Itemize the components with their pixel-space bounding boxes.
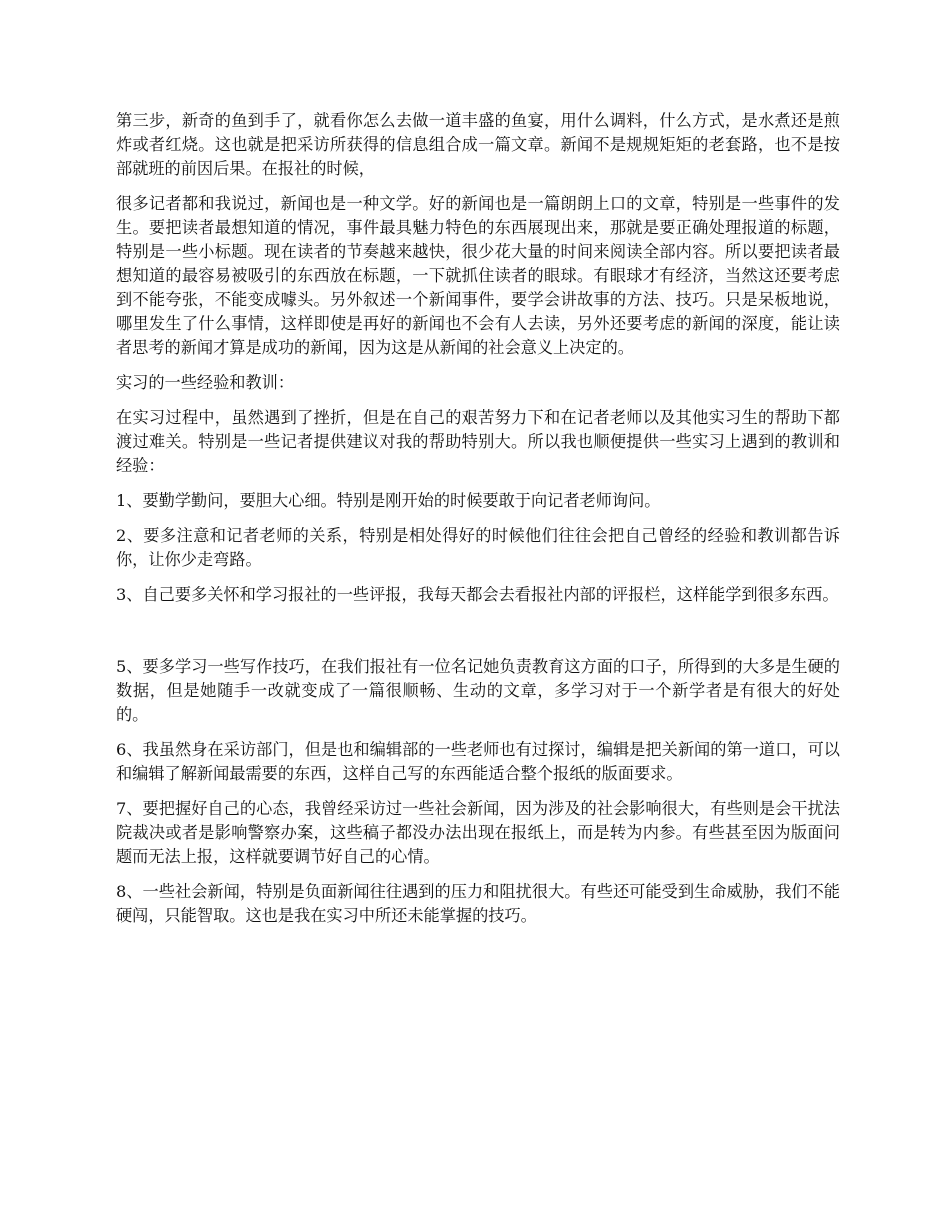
list-item-6: 6、我虽然身在采访部门，但是也和编辑部的一些老师也有过探讨，编辑是把关新闻的第一道口，可以和编辑了解新闻最需要的东西，这样自己写的东西能适合整个报纸的版面要求。 bbox=[116, 740, 840, 783]
section-heading-experience: 实习的一些经验和教训： bbox=[116, 373, 295, 392]
blank-gap bbox=[116, 618, 840, 655]
paragraph-internship-intro: 在实习过程中，虽然遇到了挫折，但是在自己的艰苦努力下和在记者老师以及其他实习生的帮助下都渡过难关。特别是一些记者提供建议对我的帮助特别大。所以我也顺便提供一些实习上遇到的教训和经验： bbox=[116, 408, 840, 475]
document-page bbox=[116, 109, 840, 939]
list-item-2: 2、要多注意和记者老师的关系，特别是相处得好的时候他们往往会把自己曾经的经验和教训都告诉你，让你少走弯路。 bbox=[116, 526, 840, 569]
list-item-7: 7、要把握好自己的心态，我曾经采访过一些社会新闻，因为涉及的社会影响很大，有些则是会干扰法院裁决或者是影响警察办案，这些稿子都没办法出现在报纸上，而是转为内参。有些甚至因为版面问题而无法上报，这样就要调节好自己的心情。 bbox=[116, 799, 840, 866]
list-item-1: 1、要勤学勤问，要胆大心细。特别是刚开始的时候要敢于向记者老师询问。 bbox=[116, 491, 661, 510]
list-item-8: 8、一些社会新闻，特别是负面新闻往往遇到的压力和阻扰很大。有些还可能受到生命威胁，我们不能硬闯，只能智取。这也是我在实习中所还未能掌握的技巧。 bbox=[116, 882, 840, 925]
list-item-5: 5、要多学习一些写作技巧，在我们报社有一位名记她负责教育这方面的口子，所得到的大多是生硬的数据，但是她随手一改就变成了一篇很顺畅、生动的文章，多学习对于一个新学者是有很大的好处的。 bbox=[116, 657, 840, 724]
list-item-3: 3、自己要多关怀和学习报社的一些评报，我每天都会去看报社内部的评报栏，这样能学到很多东西。 bbox=[116, 585, 839, 604]
paragraph-news-as-literature: 很多记者都和我说过，新闻也是一种文学。好的新闻也是一篇朗朗上口的文章，特别是一些事件的发生。要把读者最想知道的情况，事件最具魅力特色的东西展现出来，那就是要正确处理报道的标题，特别是一些小标题。现在读者的节奏越来越快，很少花大量的时间来阅读全部内容。所以要把读者最想知道的最容易被吸引的东西放在标题，一下就抓住读者的眼球。有眼球才有经济，当然这还要考虑到不能夸张，不能变成噱头。另外叙述一个新闻事件，要学会讲故事的方法、技巧。只是呆板地说，哪里发生了什么事情，这样即使是再好的新闻也不会有人去读，另外还要考虑的新闻的深度，能让读者思考的新闻才算是成功的新闻，因为这是从新闻的社会意义上决定的。 bbox=[116, 194, 840, 357]
paragraph-step-three: 第三步，新奇的鱼到手了，就看你怎么去做一道丰盛的鱼宴，用什么调料，什么方式，是水煮还是煎炸或者红烧。这也就是把采访所获得的信息组合成一篇文章。新闻不是规规矩矩的老套路，也不是按部就班的前因后果。在报社的时候， bbox=[116, 111, 840, 178]
